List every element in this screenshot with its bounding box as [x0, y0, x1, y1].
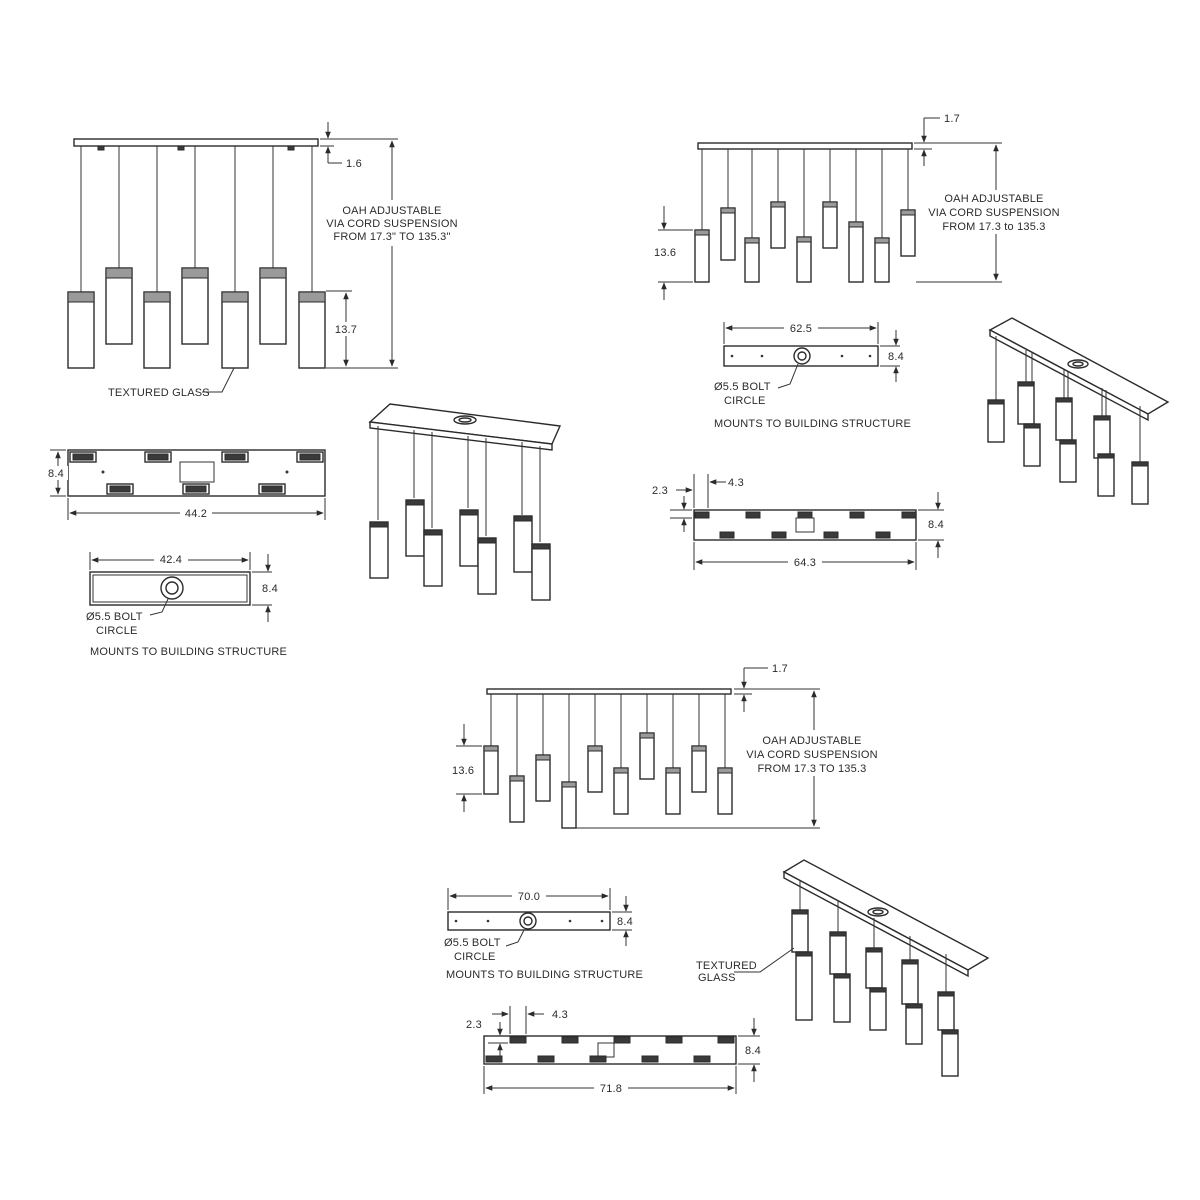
bolt-circle-line1: Ø5.5 BOLT: [714, 381, 771, 393]
bolt-circle-line1: Ø5.5 BOLT: [86, 611, 143, 623]
dim-canopy-length: 62.5: [789, 323, 813, 335]
oah-note-line1: OAH ADJUSTABLE: [944, 193, 1044, 205]
oah-note-line3: FROM 17.3 TO 135.3: [757, 763, 867, 775]
dim-offset: 2.3: [466, 1019, 482, 1031]
dim-pendant: 13.7: [334, 324, 358, 336]
fixture-c-isometric: [696, 860, 988, 1076]
dim-top-depth: 8.4: [48, 468, 64, 480]
oah-note-line3: FROM 17.3 to 135.3: [942, 221, 1046, 233]
dim-canopy-depth: 8.4: [617, 916, 633, 928]
pendant: [68, 292, 94, 368]
fixture-a-front-elevation: [68, 122, 460, 399]
cord-clamp: [178, 146, 184, 150]
label-textured-glass: TEXTURED GLASS: [108, 387, 210, 399]
dim-canopy-height: 1.7: [772, 663, 788, 675]
iso-pendant: [532, 544, 550, 600]
iso-pendant: [460, 510, 478, 566]
label-textured-glass-1: TEXTURED: [696, 960, 757, 972]
canopy-bar: [698, 143, 912, 149]
dim-pendant: 13.6: [452, 765, 475, 777]
fixture-b-front-elevation: [654, 113, 1064, 300]
fixture-c-canopy-view: [444, 888, 643, 981]
canopy-plate: [448, 912, 610, 930]
mount-note: MOUNTS TO BUILDING STRUCTURE: [90, 646, 288, 658]
fixture-a-top-view: [44, 450, 325, 520]
mount-note: MOUNTS TO BUILDING STRUCTURE: [446, 969, 644, 981]
dim-spacing: 4.3: [728, 477, 744, 489]
label-textured-glass-2: GLASS: [698, 972, 736, 984]
dim-canopy-height: 1.7: [944, 113, 960, 125]
dim-top-length: 71.8: [599, 1083, 623, 1095]
bolt-circle-line2: CIRCLE: [724, 395, 766, 407]
oah-note-line1: OAH ADJUSTABLE: [762, 735, 862, 747]
iso-pendant: [514, 516, 532, 572]
fixture-a-isometric: [370, 404, 560, 600]
pendant: [182, 268, 208, 344]
pendant: [144, 292, 170, 368]
dim-canopy-depth: 8.4: [888, 351, 904, 363]
dim-pendant: 13.6: [654, 247, 677, 259]
canopy-plate: [724, 346, 878, 366]
dim-canopy-length: 42.4: [159, 554, 183, 566]
oah-note-line1: OAH ADJUSTABLE: [342, 205, 442, 217]
bolt-circle-line2: CIRCLE: [96, 625, 138, 637]
pendant: [222, 292, 248, 368]
iso-pendant: [478, 538, 496, 594]
mount-note: MOUNTS TO BUILDING STRUCTURE: [714, 418, 912, 430]
pendant: [106, 268, 132, 344]
dim-canopy-depth: 8.4: [262, 583, 278, 595]
dim-canopy-length: 70.0: [517, 891, 541, 903]
fixture-c-top-view: [466, 1006, 761, 1095]
iso-pendant: [370, 522, 388, 578]
dim-top-depth: 8.4: [928, 519, 944, 531]
bolt-circle-line2: CIRCLE: [454, 951, 496, 963]
fixture-a-canopy-view: [86, 552, 287, 658]
iso-pendant: [406, 500, 424, 556]
cord-clamp: [98, 146, 104, 150]
dim-top-length: 64.3: [793, 557, 817, 569]
dim-top-length: 44.2: [184, 508, 208, 520]
cord-clamp: [288, 146, 294, 150]
oah-note-line2: VIA CORD SUSPENSION: [326, 218, 458, 230]
fixture-b-canopy-view: [714, 321, 911, 430]
canopy-bar: [74, 139, 318, 146]
fixture-b-top-view: [652, 474, 944, 570]
pendant: [299, 292, 325, 368]
oah-note-line2: VIA CORD SUSPENSION: [928, 207, 1060, 219]
dim-spacing: 4.3: [552, 1009, 568, 1021]
oah-note-line3: FROM 17.3" TO 135.3": [333, 231, 451, 243]
dim-canopy-height: 1.6: [346, 158, 362, 170]
bolt-circle-line1: Ø5.5 BOLT: [444, 937, 501, 949]
canopy-bar: [487, 689, 731, 694]
oah-note-line2: VIA CORD SUSPENSION: [746, 749, 878, 761]
dim-offset: 2.3: [652, 485, 668, 497]
fixture-c-front-elevation: [452, 663, 880, 828]
dim-top-depth: 8.4: [745, 1045, 761, 1057]
fixture-b-isometric: [988, 318, 1168, 504]
pendant: [260, 268, 286, 344]
iso-pendant: [424, 530, 442, 586]
